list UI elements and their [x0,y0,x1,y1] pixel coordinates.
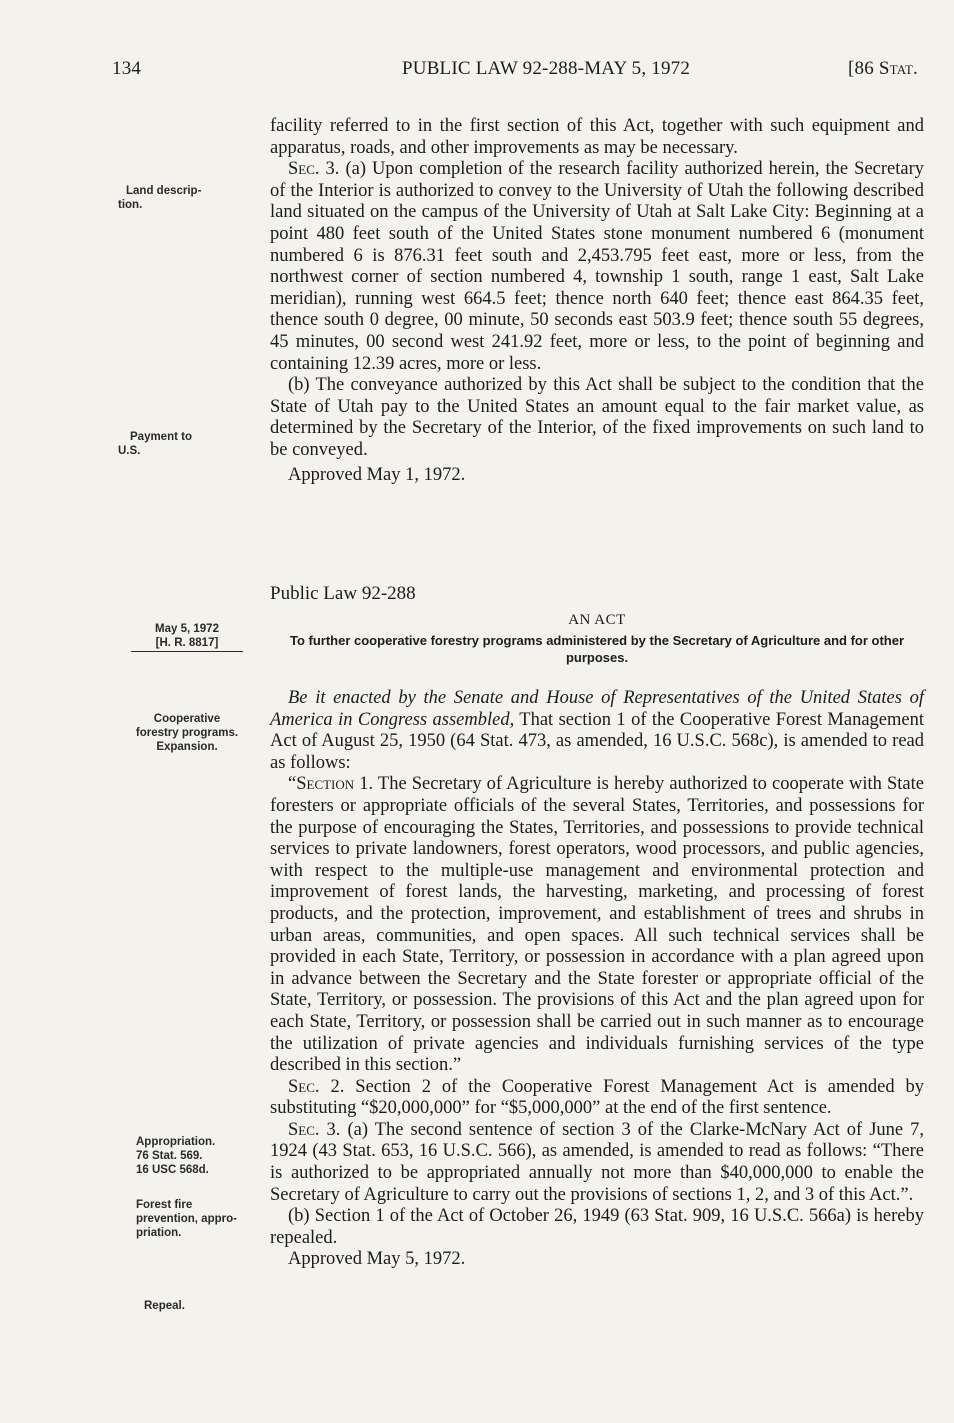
approved-date-previous: Approved May 1, 1972. [288,464,466,485]
page-number: 134 [112,58,142,79]
margin-note-appropriation: Appropriation. 76 Stat. 569. 16 USC 568d. [136,1136,216,1176]
running-title: PUBLIC LAW 92-288-MAY 5, 1972 [402,58,691,79]
margin-note-repeal: Repeal. [144,1300,185,1312]
continuation-paragraph: facility referred to in the first section of this Act, together with such equipment and apparatus, roads, and other improvements as may be necessary. [270,116,924,158]
section-3a-paragraph: Sec. 3. (a) The second sentence of section 3 of the Clarke-McNary Act of June 7, 1924 (43 Stat. 653, 16 U.S.C. 566), as amended, is amended to read as follows: “There is authorized to be appropriated annually not more than $40,000,000 to enable the Secretary of Agriculture to carry out the provisions of sections 1, 2, and 3 of this Act.”. [270,1119,925,1205]
act-purpose: To further cooperative forestry programs administered by the Secretary of Agriculture and for other purposes. [289,633,905,665]
stat-reference: [86 Stat. [848,58,918,79]
margin-note-cooperative-forestry: Cooperative forestry programs. Expansion. [135,713,239,753]
public-law-number: Public Law 92-288 [270,583,416,604]
section-3b-paragraph: (b) The conveyance authorized by this Act shall be subject to the condition that the State of Utah pay to the United States an amount equal to the fair market value, as determined by the Secretary of the Interior, of the fixed improvements on such land to be conveyed. [270,375,924,460]
enacting-clause: Be it enacted by the Senate and House of Representatives of the United States of America in Congress assembled, That section 1 of the Cooperative Forest Management Act of August 25, 1950 (64 Stat. 473, as amended, 16 U.S.C. 568c), is amended to read as follows: [270,688,924,773]
section-label: “Section 1. [288,774,374,795]
bill-number: [H. R. 8817] [131,636,243,652]
margin-note-enactment-date: May 5, 1972 [H. R. 8817] [112,622,262,652]
section-label: Sec. 3. [288,1119,341,1140]
section-1-paragraph: “Section 1. The Secretary of Agriculture is hereby authorized to cooperate with State foresters or appropriate officials of the several States, Territories, and possessions for the purpose of encouraging the States, Territories, and possessions to provide technical services to private landowners, forest operators, wood processors, and public agencies, with respect to the multiple-use management and environmental protection and improvement of forest lands, the harvesting, marketing, and processing of forest products, and the protection, improvement, and establishment of trees and shrubs in urban areas, communities, and open spaces. All such technical services shall be provided in each State, Territory, or possession in accordance with a plan agreed upon in advance between the Secretary and the State forester or appropriate official of the State, Territory, or possession. The provisions of this Act and the plan agreed upon for each State, Territory, or possession shall be carried out in such manner as to encourage the utilization of private agencies and individuals furnishing services of the type described in this section.” [270,774,924,1076]
section-3b-paragraph: (b) Section 1 of the Act of October 26, 1949 (63 Stat. 909, 16 U.S.C. 566a) is hereby repealed. [270,1206,924,1248]
law-body-text [270,688,924,1271]
previous-law-text [270,116,924,486]
approved-date: Approved May 5, 1972. [288,1249,466,1270]
margin-note-payment: Payment to U.S. [118,431,192,457]
an-act-heading: AN ACT [568,612,626,628]
section-label: Sec. 3. [288,159,340,180]
margin-note-forest-fire: Forest fire prevention, appro- priation. [136,1199,237,1239]
section-3a-paragraph: Sec. 3. (a) Upon completion of the research facility authorized herein, the Secretary of the Interior is authorized to convey to the University of Utah the following described land situated on the campus of the University of Utah at Salt Lake City: Beginning at a point 480 feet south of the United States stone monument numbered 6 (monument numbered 6 is 876.31 feet south and 2,453.795 feet east, more or less, from the northwest corner of section numbered 4, township 1 south, range 1 east, Salt Lake meridian), running west 664.5 feet; thence north 640 feet; thence east 864.35 feet, thence south 0 degree, 00 minute, 50 seconds east 503.9 feet; thence south 55 degrees, 45 minutes, 00 second west 241.92 feet, more or less, to the point of beginning and containing 12.39 acres, more or less. [270,159,925,374]
margin-note-land-description: Land descrip- tion. [118,185,202,211]
section-label: Sec. 2. [288,1076,345,1097]
section-2-paragraph: Sec. 2. Section 2 of the Cooperative Forest Management Act is amended by substituting “$20,000,000” for “$5,000,000” at the end of the first sentence. [270,1076,925,1119]
